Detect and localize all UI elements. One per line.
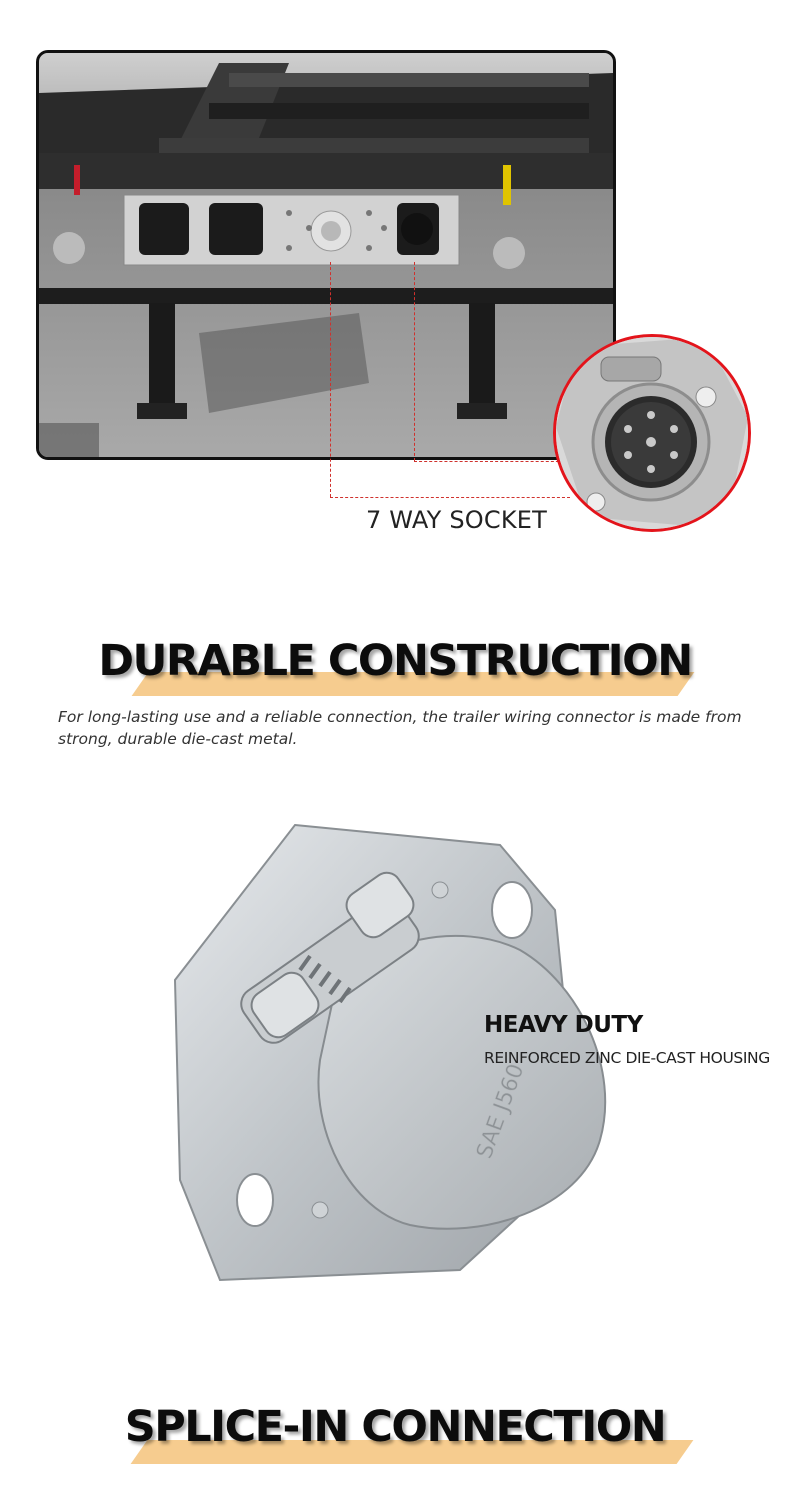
socket-caption: 7 WAY SOCKET: [366, 506, 548, 534]
callout-leader-line: [414, 262, 415, 461]
callout-leader-line: [414, 461, 564, 462]
feature-subtitle: REINFORCED ZINC DIE-CAST HOUSING: [484, 1049, 770, 1067]
trailer-chassis-illustration: [39, 53, 613, 457]
section-title: DURABLE CONSTRUCTION: [98, 636, 692, 686]
feature-title: HEAVY DUTY: [484, 1012, 643, 1038]
socket-closeup-illustration: [556, 337, 748, 529]
socket-zoom-circle: [553, 334, 751, 532]
trailer-photo: [36, 50, 616, 460]
stamp-text: SAE J560: [472, 1060, 530, 1163]
section-heading-durable: [0, 636, 790, 686]
callout-leader-line: [330, 262, 331, 497]
section-description: For long-lasting use and a reliable connection, the trailer wiring connector is made from strong, durable die-cast metal.: [58, 708, 742, 748]
section-heading-splice: [0, 1402, 790, 1452]
die-cast-socket-illustration: [160, 800, 630, 1290]
section-title: SPLICE-IN CONNECTION: [124, 1402, 666, 1452]
connector-product-image: [160, 800, 630, 1290]
callout-leader-line: [330, 497, 570, 498]
